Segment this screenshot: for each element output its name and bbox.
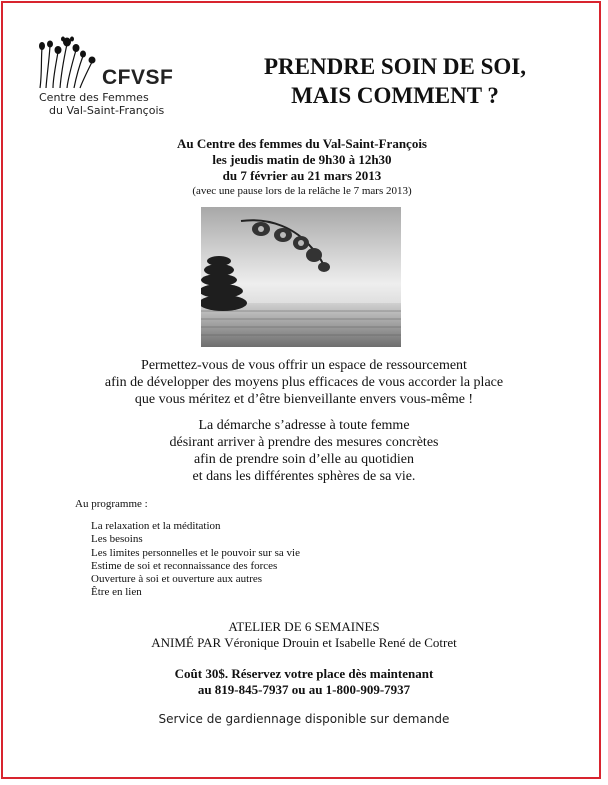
details-note: (avec une pause lors de la relâche le 7 mars 2013) <box>192 185 412 197</box>
approach-line1: La démarche s’adresse à toute femme <box>198 418 410 433</box>
approach-paragraph <box>40 417 568 485</box>
reserve-line1: Coût 30$. Réservez votre place dès maintenant <box>174 666 434 681</box>
details-schedule: les jeudis matin de 9h30 à 12h30 <box>212 152 392 167</box>
program-list <box>91 520 300 600</box>
title-line1: PRENDRE SOIN DE SOI, <box>264 54 526 79</box>
zen-stones-orchid-water-photo <box>201 207 401 347</box>
approach-line4: et dans les différentes sphères de sa vie. <box>192 469 416 484</box>
atelier-line1: ATELIER DE 6 SEMAINES <box>228 619 380 634</box>
logo-abbreviation: CFVSF <box>102 66 174 89</box>
approach-line2: désirant arriver à prendre des mesures concrètes <box>169 435 439 450</box>
details-dates: du 7 février au 21 mars 2013 <box>222 168 382 183</box>
atelier-line2: ANIMÉ PAR Véronique Drouin et Isabelle René de Cotret <box>151 635 457 650</box>
program-item: Estime de soi et reconnaissance des forces <box>91 559 278 572</box>
flowers-icon <box>36 34 102 90</box>
intro-line2: afin de développer des moyens plus efficaces de vous accorder la place <box>104 375 504 390</box>
intro-line3: que vous méritez et d’être bienveillante envers vous-même ! <box>134 392 474 407</box>
intro-line1: Permettez-vous de vous offrir un espace de ressourcement <box>141 358 467 373</box>
page-title <box>220 52 570 110</box>
program-item: La relaxation et la méditation <box>91 520 221 532</box>
program-item: Les besoins <box>91 533 143 546</box>
logo <box>36 34 216 124</box>
logo-name-line1: Centre des Femmes <box>39 91 149 104</box>
program-item: Ouverture à soi et ouverture aux autres <box>91 573 263 586</box>
approach-line3: afin de prendre soin d’elle au quotidien <box>193 452 415 467</box>
details-location: Au Centre des femmes du Val-Saint-François <box>176 136 427 151</box>
program-heading: Au programme : <box>75 498 148 510</box>
daycare-notice: Service de gardiennage disponible sur demande <box>158 712 450 726</box>
program-item: Les limites personnelles et le pouvoir sur sa vie <box>91 546 300 559</box>
logo-name-line2: du Val-Saint-François <box>49 104 165 117</box>
reserve-line2: au 819-845-7937 ou au 1-800-909-7937 <box>197 682 411 697</box>
program-item: Être en lien <box>91 586 142 599</box>
reservation-info <box>60 666 548 698</box>
atelier-info <box>60 619 548 651</box>
title-line2: MAIS COMMENT ? <box>291 83 499 108</box>
event-details <box>100 136 504 199</box>
intro-paragraph <box>40 357 568 408</box>
